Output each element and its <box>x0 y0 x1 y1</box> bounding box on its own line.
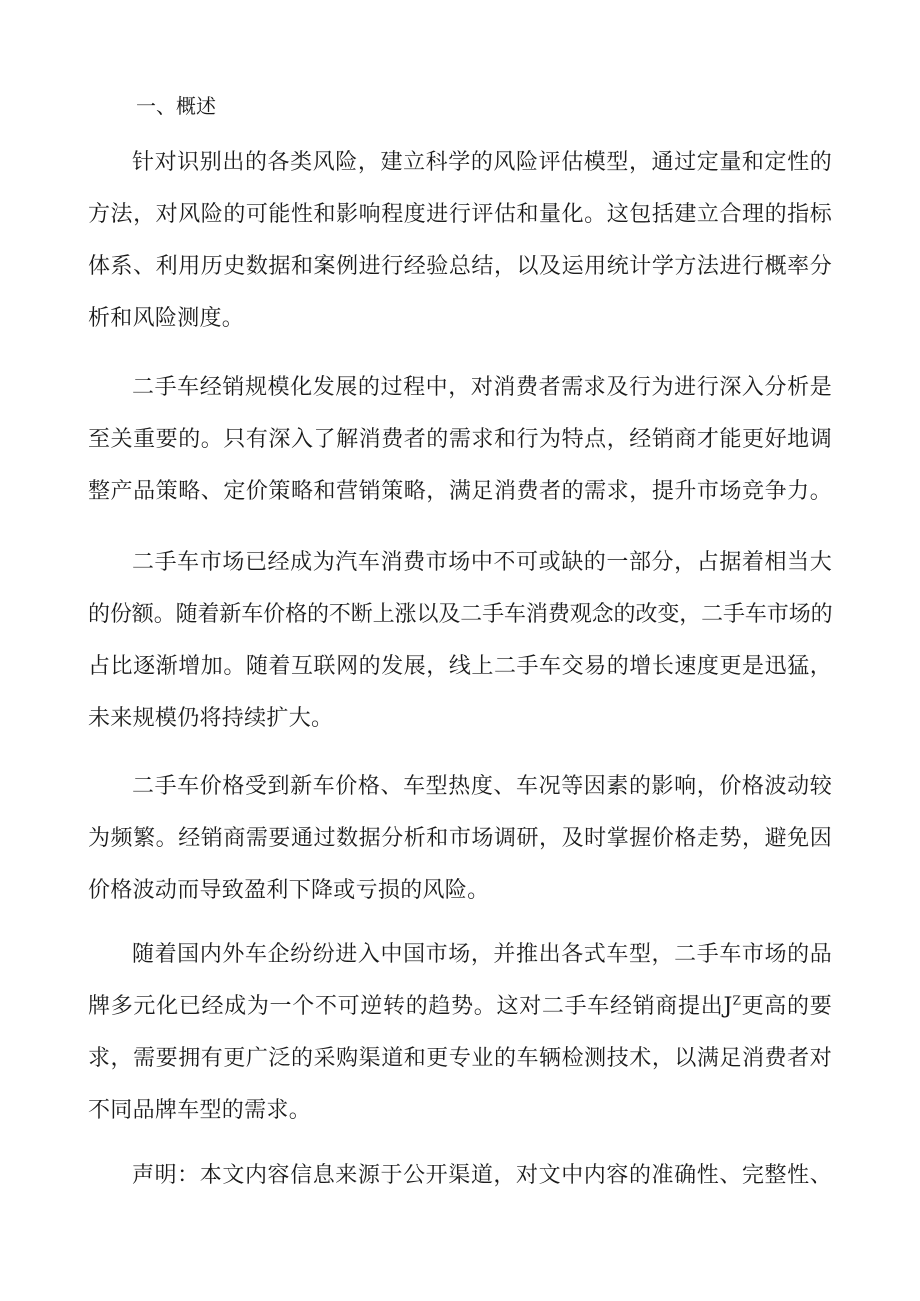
paragraph-line: 针对识别出的各类风险，建立科学的风险评估模型，通过定量和定性的 <box>132 150 832 175</box>
paragraph-consumer-demand <box>88 362 832 518</box>
paragraph-line: 二手车价格受到新车价格、车型热度、车况等因素的影响，价格波动较 <box>132 774 832 799</box>
paragraph-line-tail: 更高的要 <box>741 994 832 1019</box>
paragraph-brand-diversification <box>88 929 832 1137</box>
paragraph-line: 二手车经销规模化发展的过程中，对消费者需求及行为进行深入分析是 <box>132 375 832 400</box>
paragraph-risk-assessment <box>88 137 832 345</box>
paragraph-line: 方法，对风险的可能性和影响程度进行评估和量化。这包括建立合理的指标 <box>88 202 832 227</box>
paragraph-line-with-superscript <box>88 981 832 1033</box>
paragraph-line: 占比逐渐增加。随着互联网的发展，线上二手车交易的增长速度更是迅猛， <box>88 654 832 679</box>
paragraph-line: 求，需要拥有更广泛的采购渠道和更专业的车辆检测技术，以满足消费者对 <box>88 1046 832 1071</box>
paragraph-line: 至关重要的。只有深入了解消费者的需求和行为特点，经销商才能更好地调 <box>88 427 832 452</box>
paragraph-line: 二手车市场已经成为汽车消费市场中不可或缺的一部分，占据着相当大 <box>132 550 832 575</box>
paragraph-line: 未来规模仍将持续扩大。 <box>88 706 334 731</box>
paragraph-line: 整产品策略、定价策略和营销策略，满足消费者的需求，提升市场竞争力。 <box>88 479 832 504</box>
paragraph-line: 的份额。随着新车价格的不断上涨以及二手车消费观念的改变，二手车市场的 <box>88 602 832 627</box>
paragraph-line: 声明：本文内容信息来源于公开渠道，对文中内容的准确性、完整性、 <box>132 1163 832 1188</box>
paragraph-disclaimer <box>88 1150 832 1202</box>
paragraph-line-text: 牌多元化已经成为一个不可逆转的趋势。这对二手车经销商提出J <box>88 994 733 1019</box>
paragraph-line: 价格波动而导致盈利下降或亏损的风险。 <box>88 878 490 903</box>
section-heading: 一、概述 <box>136 94 216 118</box>
paragraph-line: 析和风险测度。 <box>88 306 245 331</box>
paragraph-market-share <box>88 537 832 745</box>
paragraph-line: 为频繁。经销商需要通过数据分析和市场调研，及时掌握价格走势，避免因 <box>88 826 832 851</box>
superscript-mark: Z <box>732 993 742 1008</box>
paragraph-line: 体系、利用历史数据和案例进行经验总结，以及运用统计学方法进行概率分 <box>88 254 832 279</box>
paragraph-price-volatility <box>88 761 832 917</box>
paragraph-line: 随着国内外车企纷纷进入中国市场，并推出各式车型，二手车市场的品 <box>132 942 832 967</box>
paragraph-line: 不同品牌车型的需求。 <box>88 1098 312 1123</box>
